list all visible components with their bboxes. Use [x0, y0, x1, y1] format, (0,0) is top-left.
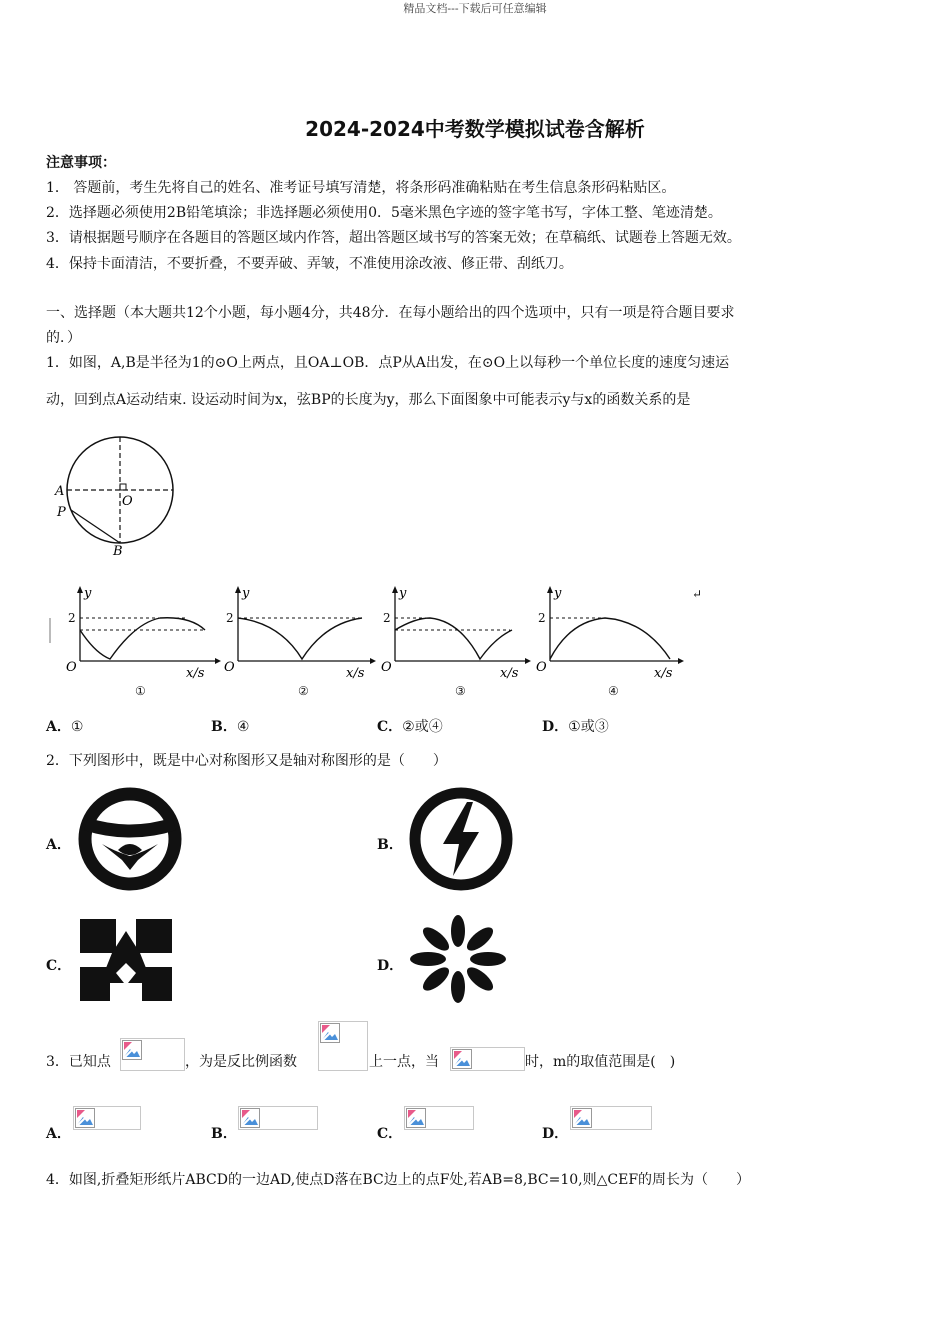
graph-2-ylabel: y — [242, 586, 250, 601]
q1-option-b[interactable]: B．④ — [211, 719, 250, 735]
section-heading-cont: 的．） — [46, 330, 81, 346]
q2-stem: 2．下列图形中，既是中心对称图形又是轴对称图形的是（ ） — [46, 753, 447, 769]
graph-4-origin: O — [536, 660, 547, 675]
graph-4-xlabel: x/s — [654, 666, 673, 681]
graph-4 — [536, 586, 684, 698]
q3-option-b-label[interactable]: B． — [211, 1126, 237, 1142]
q2-option-c-figure[interactable] — [72, 913, 180, 1005]
graph-2-number: ② — [298, 684, 309, 698]
graph-2-origin: O — [224, 660, 235, 675]
graph-3-origin: O — [381, 660, 392, 675]
watermark-text: 精品文档---下载后可任意编辑 — [403, 2, 547, 15]
q3-option-c-image[interactable] — [404, 1106, 474, 1130]
graph-4-number: ④ — [608, 684, 619, 698]
graph-3-xlabel: x/s — [500, 666, 519, 681]
graph-2-ytick: 2 — [226, 611, 234, 625]
notice-item: 1． 答题前，考生先将自己的姓名、准考证号填写清楚，将条形码准确粘贴在考生信息条形码粘贴区。 — [46, 180, 676, 196]
q3-option-a-image[interactable] — [73, 1106, 141, 1130]
page-title: 2024-2024中考数学模拟试卷含解析 — [305, 117, 645, 141]
broken-image-icon — [122, 1040, 142, 1060]
broken-image-icon — [406, 1108, 426, 1128]
q4-stem: 4．如图,折叠矩形纸片ABCD的一边AD,使点D落在BC边上的点F处,若AB=8,BC=10,则△CEF的周长为（ ） — [46, 1172, 751, 1188]
graph-2 — [224, 586, 376, 698]
graph-3-number: ③ — [455, 684, 466, 698]
point-p-label: P — [57, 505, 66, 520]
q3-stem-part3: 上一点，当 — [369, 1054, 439, 1070]
q3-stem-part4: 时，m的取值范围是( ) — [525, 1054, 676, 1070]
notice-item: 4．保持卡面清洁，不要折叠，不要弄破、弄皱，不准使用涂改液、修正带、刮纸刀。 — [46, 256, 573, 272]
graph-4-ylabel: y — [554, 586, 562, 601]
q1-option-c[interactable]: C．②或④ — [377, 719, 443, 735]
q1-option-a[interactable]: A．① — [46, 719, 84, 735]
graph-1-ylabel: y — [84, 586, 92, 601]
notice-item: 2．选择题必须使用2B铅笔填涂；非选择题必须使用0．5毫米黑色字迹的签字笔书写，字体工整、笔迹清楚。 — [46, 205, 722, 221]
q1-graphs-figure — [40, 583, 720, 703]
broken-image-icon — [452, 1049, 472, 1069]
q3-stem-part1: 3．已知点 — [46, 1054, 111, 1070]
q2-option-a-figure[interactable] — [72, 780, 188, 898]
q3-option-c-label[interactable]: C． — [377, 1126, 403, 1142]
return-mark: ↵ — [692, 587, 703, 601]
broken-image-icon — [572, 1108, 592, 1128]
broken-image-icon — [320, 1023, 340, 1043]
notice-heading: 注意事项： — [46, 155, 116, 171]
notice-item: 3．请根据题号顺序在各题目的答题区域内作答，超出答题区域书写的答案无效；在草稿纸、试题卷上答题无效。 — [46, 230, 741, 246]
q1-option-d[interactable]: D．①或③ — [542, 719, 609, 735]
graph-1-origin: O — [66, 660, 77, 675]
q1-circle-figure — [50, 433, 185, 563]
section-heading: 一、选择题（本大题共12个小题，每小题4分，共48分．在每小题给出的四个选项中，只有一项是符合题目要求 — [46, 305, 735, 321]
q2-option-b-figure[interactable] — [403, 780, 519, 898]
q2-option-d-figure[interactable] — [403, 913, 511, 1005]
graph-1 — [66, 586, 221, 698]
broken-image-icon — [240, 1108, 260, 1128]
q2-option-a-label[interactable]: A． — [46, 837, 71, 853]
point-o-label: O — [122, 494, 133, 509]
q3-option-a-label[interactable]: A． — [46, 1126, 71, 1142]
graph-3-ylabel: y — [399, 586, 407, 601]
q3-stem-part2: ，为是反比例函数 — [185, 1054, 297, 1070]
broken-image-icon — [75, 1108, 95, 1128]
graph-4-ytick: 2 — [538, 611, 546, 625]
graph-2-xlabel: x/s — [346, 666, 365, 681]
q1-stem-line2: 动，回到点A运动结束. 设运动时间为x，弦BP的长度为y，那么下面图象中可能表示y与x的函数关系的是 — [46, 392, 691, 408]
point-b-label: B — [113, 544, 123, 559]
q3-option-b-image[interactable] — [238, 1106, 318, 1130]
q3-broken-image-3 — [450, 1047, 525, 1071]
graph-3-ytick: 2 — [383, 611, 391, 625]
q3-option-d-image[interactable] — [570, 1106, 652, 1130]
q3-option-d-label[interactable]: D． — [542, 1126, 569, 1142]
point-a-label: A — [55, 484, 65, 499]
q3-broken-image-2 — [318, 1021, 368, 1071]
q1-stem-line1: 1．如图，A,B是半径为1的⊙O上两点，且OA⊥OB．点P从A出发，在⊙O上以每秒一个单位长度的速度匀速运 — [46, 355, 730, 371]
q3-broken-image-1 — [120, 1038, 185, 1071]
graph-3 — [381, 586, 531, 698]
q2-option-d-label[interactable]: D． — [377, 958, 404, 974]
graph-1-number: ① — [135, 684, 146, 698]
q2-option-b-label[interactable]: B． — [377, 837, 403, 853]
q2-option-c-label[interactable]: C． — [46, 958, 72, 974]
graph-1-ytick: 2 — [68, 611, 76, 625]
graph-1-xlabel: x/s — [186, 666, 205, 681]
